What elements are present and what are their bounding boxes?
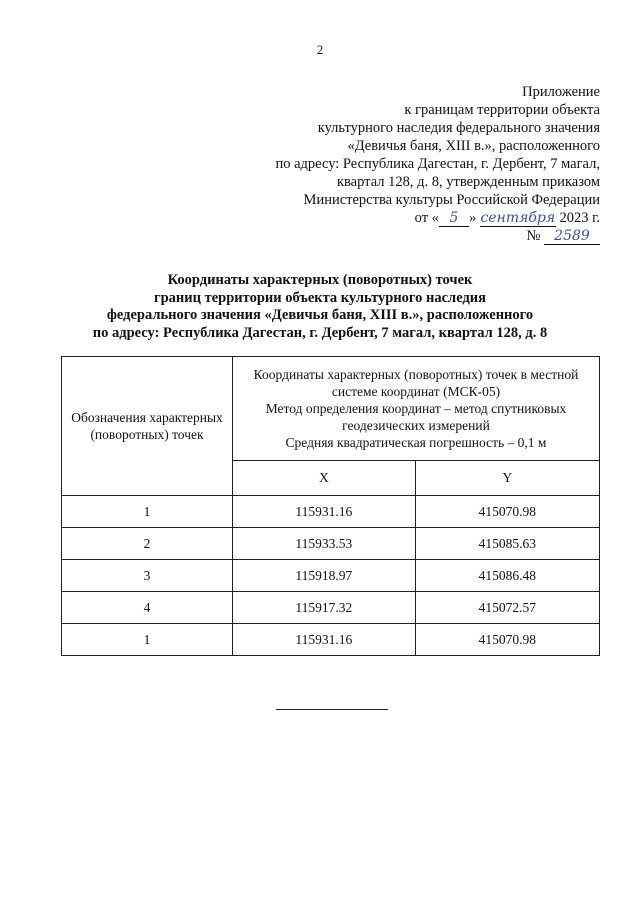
header-y: Y (415, 460, 599, 495)
date-mid: » (468, 210, 477, 226)
appendix-line: по адресу: Республика Дагестан, г. Дербент, 7 магал, (275, 156, 600, 172)
page-number: 2 (316, 42, 324, 57)
appendix-line: «Девичья баня, XIII в.», расположенного (347, 138, 600, 154)
end-divider (276, 709, 388, 710)
cell-point: 2 (62, 528, 233, 560)
cell-point: 4 (62, 592, 233, 624)
number-prefix: № (526, 228, 541, 244)
cell-x: 115931.16 (233, 624, 416, 656)
cell-point: 1 (62, 624, 233, 656)
appendix-line: Приложение (522, 84, 600, 100)
cell-y: 415070.98 (415, 496, 599, 528)
header-line: Координаты характерных (поворотных) точек в местной (253, 366, 579, 382)
header-line: геодезических измерений (342, 417, 490, 433)
cell-x: 115918.97 (233, 560, 416, 592)
date-year: 2023 г. (559, 210, 600, 226)
order-number-line (275, 227, 600, 245)
date-month: сентября (480, 210, 556, 226)
cell-x: 115917.32 (233, 592, 416, 624)
appendix-line: Министерства культуры Российской Федерации (303, 192, 600, 208)
header-point-designation: Обозначения характерных (поворотных) точек (62, 357, 233, 496)
table-row (62, 528, 600, 560)
document-title (0, 272, 640, 342)
cell-x: 115931.16 (233, 496, 416, 528)
appendix-line: к границам территории объекта (404, 102, 600, 118)
title-line: федерального значения «Девичья баня, XIII в.», расположенного (106, 307, 534, 323)
table-row (62, 592, 600, 624)
header-line: системе координат (МСК-05) (331, 383, 501, 399)
date-prefix: от « (414, 210, 439, 226)
appendix-line: квартал 128, д. 8, утвержденным приказом (336, 174, 600, 190)
cell-y: 415070.98 (415, 624, 599, 656)
appendix-block (275, 83, 600, 245)
header-line: Средняя квадратическая погрешность – 0,1 м (285, 434, 547, 450)
header-line: Метод определения координат – метод спутниковых (265, 400, 567, 416)
cell-y: 415072.57 (415, 592, 599, 624)
title-line: границ территории объекта культурного наследия (154, 289, 486, 306)
cell-point: 1 (62, 496, 233, 528)
title-line: по адресу: Республика Дагестан, г. Дербент, 7 магал, квартал 128, д. 8 (92, 324, 548, 341)
appendix-line: культурного наследия федерального значения (317, 120, 600, 136)
table-row (62, 560, 600, 592)
cell-y: 415085.63 (415, 528, 599, 560)
order-number: 2589 (544, 229, 600, 245)
header-coordinates (233, 357, 600, 461)
cell-x: 115933.53 (233, 528, 416, 560)
table-row (62, 496, 600, 528)
table-row (62, 624, 600, 656)
title-line: Координаты характерных (поворотных) точек (167, 272, 473, 288)
cell-y: 415086.48 (415, 560, 599, 592)
coordinates-table (61, 356, 600, 656)
order-date-line (275, 209, 600, 227)
date-day: 5 (439, 211, 469, 227)
cell-point: 3 (62, 560, 233, 592)
header-x: X (233, 460, 416, 495)
